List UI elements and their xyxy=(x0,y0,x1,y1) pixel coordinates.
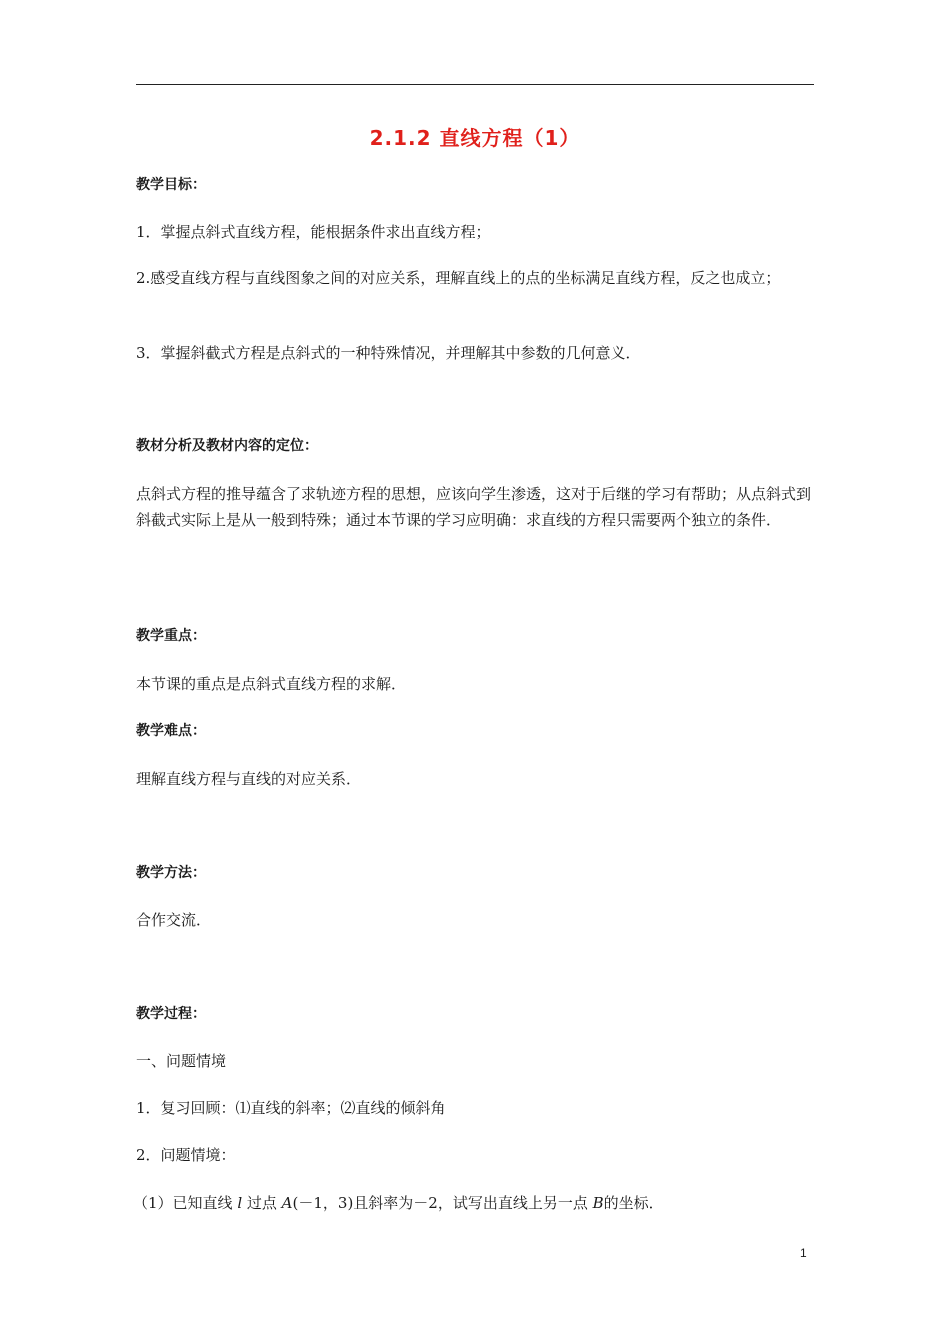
header-rule xyxy=(136,84,814,85)
method-heading: 教学方法： xyxy=(136,865,206,881)
objective-item-2: 2.感受直线方程与直线图象之间的对应关系，理解直线上的点的坐标满足直线方程，反之也成立； xyxy=(136,269,781,287)
key-point-heading: 教学重点： xyxy=(136,628,206,644)
difficulty-heading: 教学难点： xyxy=(136,723,206,739)
q1-part-c: (－1，3)且斜率为－2，试写出直线上另一点 xyxy=(292,1194,593,1212)
objectives-heading: 教学目标： xyxy=(136,177,206,193)
process-question-1 xyxy=(133,1190,813,1216)
page-number: 1 xyxy=(800,1246,807,1260)
objective-item-3: 3．掌握斜截式方程是点斜式的一种特殊情况，并理解其中参数的几何意义． xyxy=(136,344,641,362)
process-item-1: 1．复习回顾：⑴直线的斜率；⑵直线的倾斜角 xyxy=(136,1099,446,1117)
difficulty-text: 理解直线方程与直线的对应关系． xyxy=(136,770,362,788)
objective-item-1: 1．掌握点斜式直线方程，能根据条件求出直线方程； xyxy=(136,223,491,241)
q1-line-symbol: l xyxy=(237,1194,243,1212)
q1-part-d: 的坐标． xyxy=(603,1194,664,1212)
q1-part-a: （1）已知直线 xyxy=(133,1194,238,1212)
process-item-2: 2．问题情境： xyxy=(136,1146,236,1164)
process-section-1: 一、问题情境 xyxy=(136,1052,227,1070)
q1-part-b: 过点 xyxy=(242,1194,282,1212)
analysis-heading: 教材分析及教材内容的定位： xyxy=(136,438,318,454)
page-title: 2.1.2 直线方程（1） xyxy=(369,126,581,150)
process-heading: 教学过程： xyxy=(136,1006,206,1022)
method-text: 合作交流． xyxy=(136,911,212,929)
q1-point-a: A xyxy=(281,1194,293,1212)
q1-point-b: B xyxy=(592,1194,604,1212)
analysis-text: 点斜式方程的推导蕴含了求轨迹方程的思想，应该向学生渗透，这对于后继的学习有帮助；从点斜式到斜截式实际上是从一般到特殊；通过本节课的学习应明确：求直线的方程只需要两个独立的条件． xyxy=(136,485,812,529)
key-point-text: 本节课的重点是点斜式直线方程的求解． xyxy=(136,675,407,693)
